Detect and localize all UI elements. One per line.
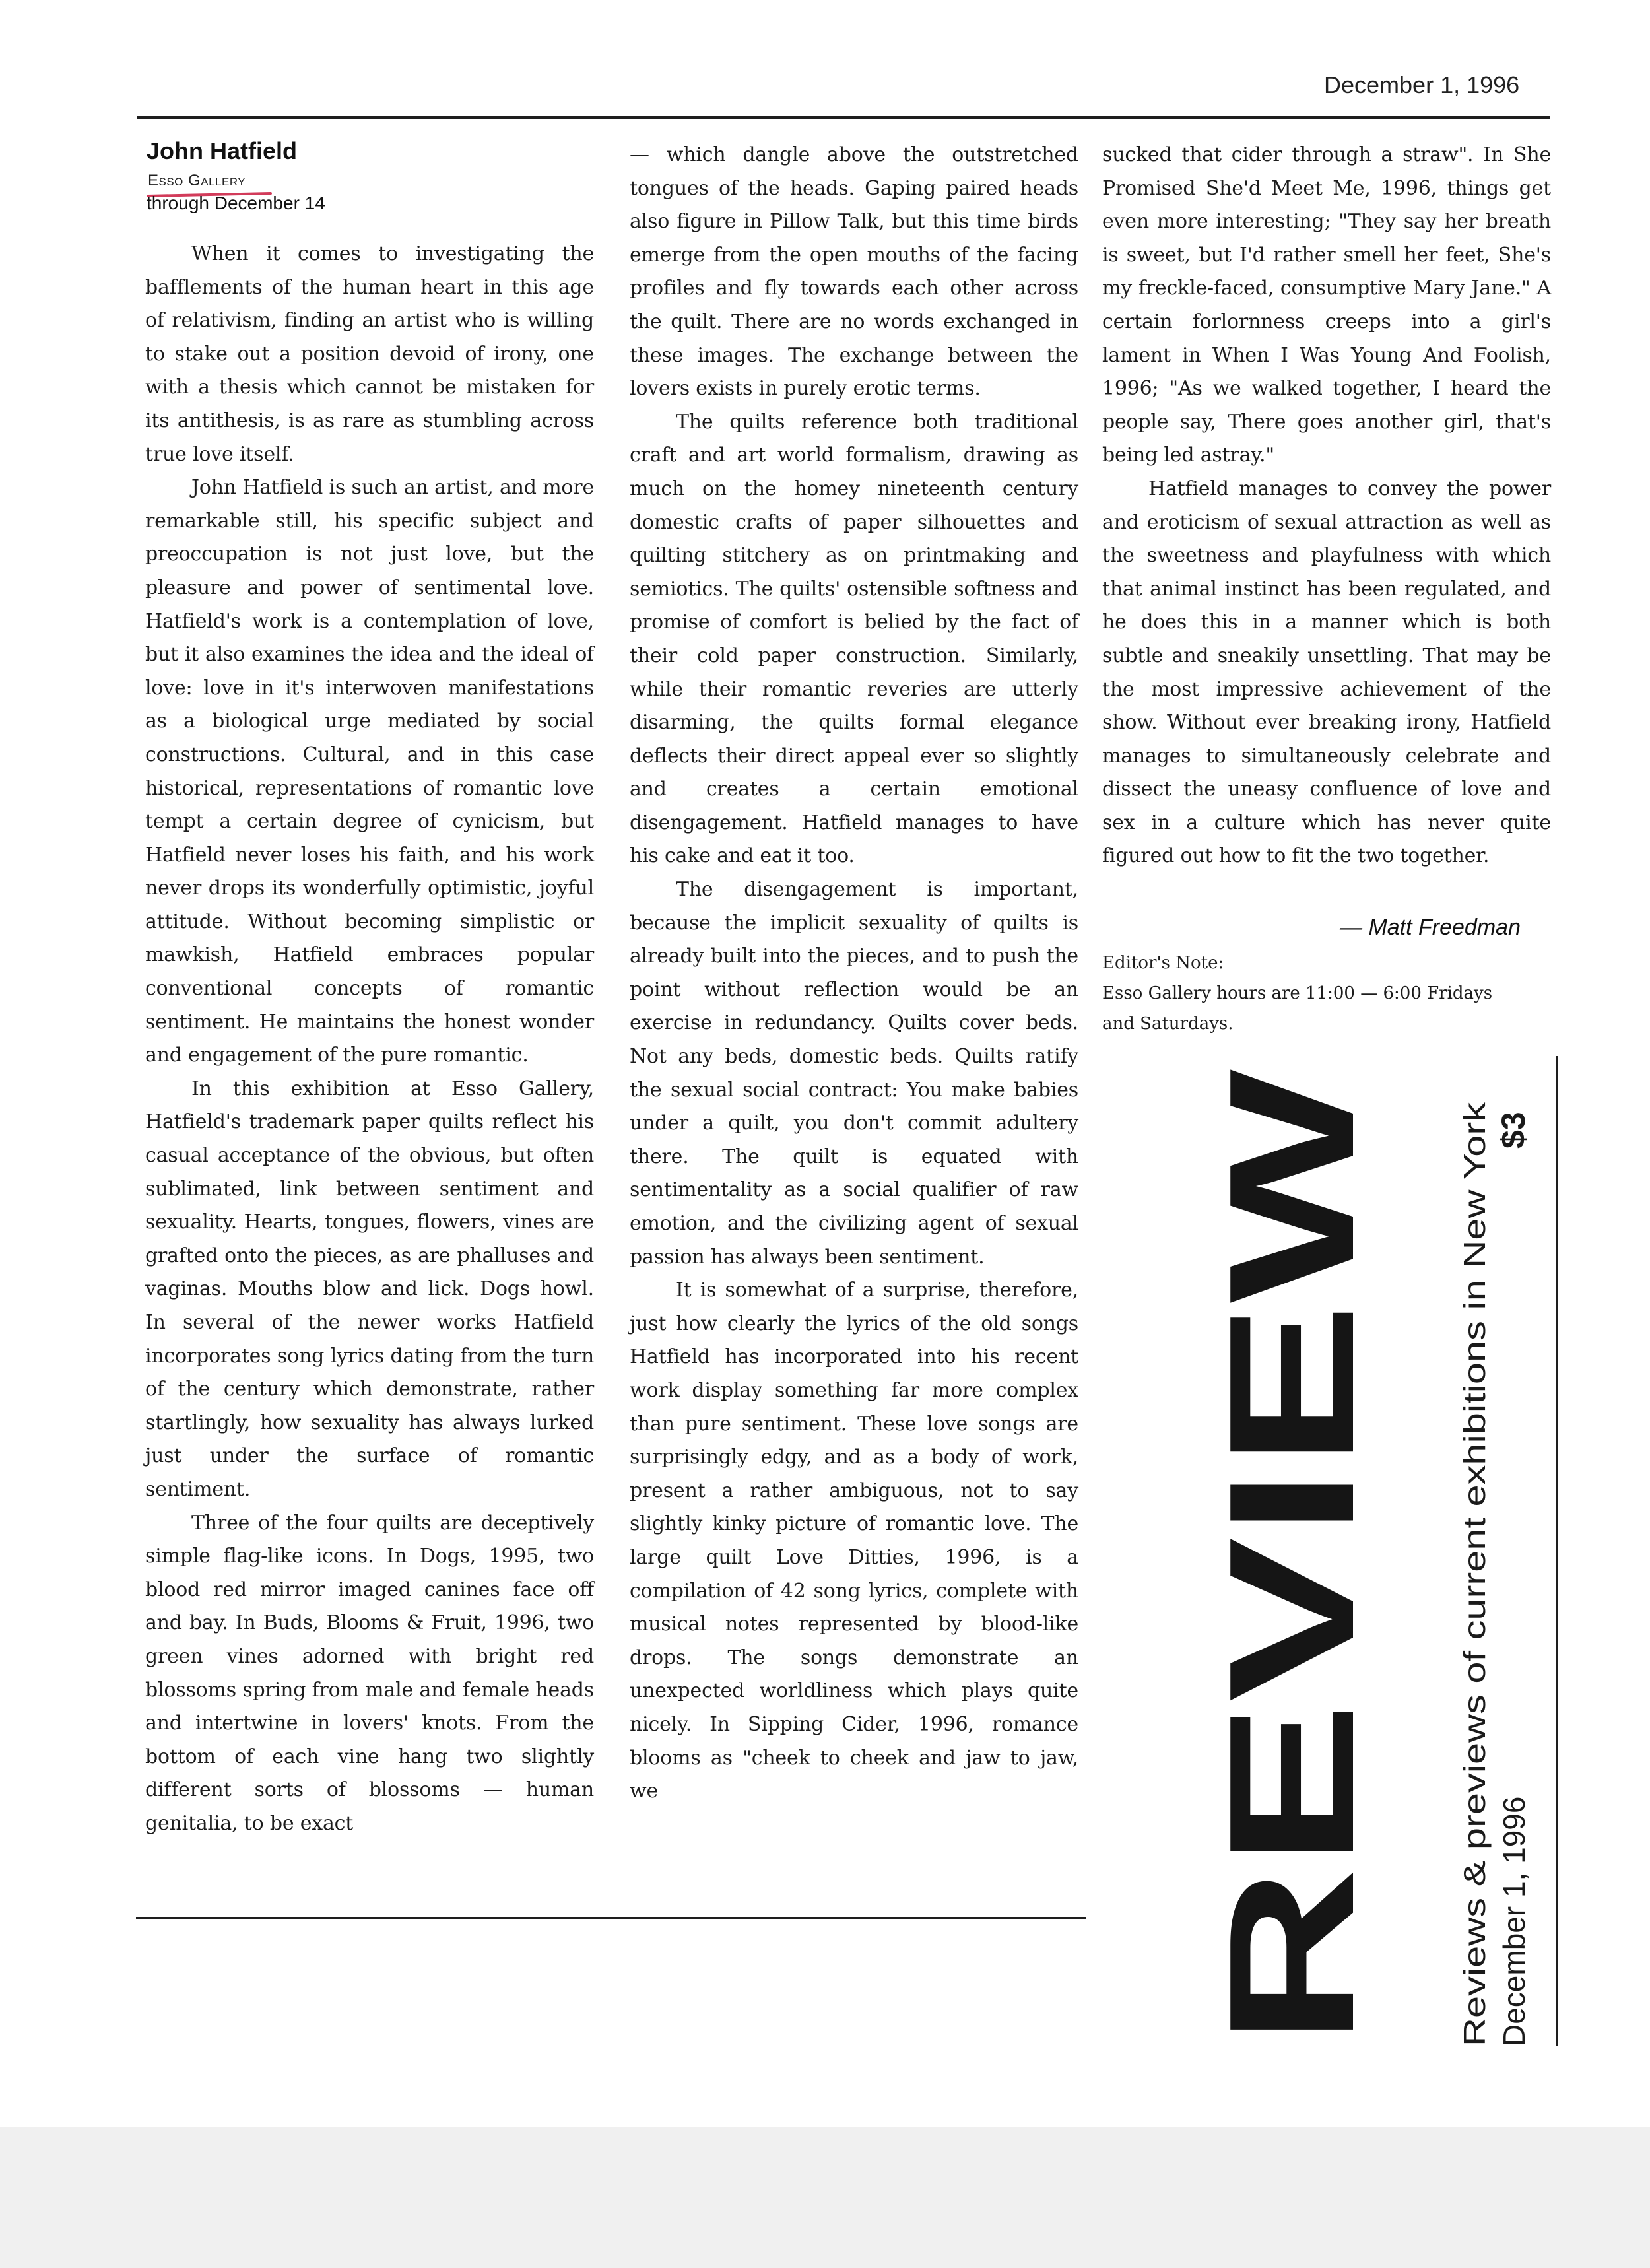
article-column-3: [1102, 139, 1551, 873]
editors-note: [1102, 948, 1564, 1039]
article-paragraph: — which dangle above the outstretched tongues of the heads. Gaping paired heads also figure in Pillow Talk, but this time birds emerge from the open mouths of the facing profiles and fly towards each other across the quilt. There are no words exchanged in these images. The exchange between the lovers exists in purely erotic terms.: [630, 143, 1078, 401]
article-column-1: [145, 238, 594, 1841]
article-paragraph: Three of the four quilts are deceptively simple flag-like icons. In Dogs, 1995, two blood red mirror imaged canines face off and bay. In Buds, Blooms & Fruit, 1996, two green vines adorned with bright red blossoms spring from male and female heads and intertwine in lovers' knots. From the bottom of each vine hang two slightly different sorts of blossoms — human genitalia, to be exact: [145, 1511, 594, 1835]
top-rule: [137, 116, 1550, 119]
gallery-name: Esso Gallery: [148, 172, 246, 189]
masthead-price: $3: [1495, 1112, 1532, 1149]
article-paragraph: In this exhibition at Esso Gallery, Hatfield's trademark paper quilts reflect his casual acceptance of the obvious, but often sublimated, link between sentiment and sexuality. Hearts, tongues, flowers, vines are grafted onto the pieces, as are phalluses and vaginas. Mouths blow and lick. Dogs howl. In several of the newer works Hatfield incorporates song lyrics dating from the turn of the century which demonstrate, rather startlingly, how sexuality has always lurked just under the surface of romantic sentiment.: [145, 1077, 594, 1501]
exhibition-dates: through December 14: [147, 193, 325, 213]
article-paragraph: sucked that cider through a straw". In She Promised She'd Meet Me, 1996, things get even more interesting; "They say her breath is sweet, but I'd rather smell her feet, She's my freckle-faced, consumptive Mary Jane." A certain forlornness creeps into a girl's lament in When I Was Young And Foolish, 1996; "As we walked together, I heard the people say, There goes another girl, that's being led astray.": [1102, 143, 1551, 467]
author-byline: — Matt Freedman: [1340, 915, 1521, 940]
issue-date: December 1, 1996: [1324, 71, 1520, 98]
editors-note-line: and Saturdays.: [1102, 1014, 1234, 1034]
bottom-rule: [136, 1917, 1086, 1919]
article-paragraph: When it comes to investigating the bafflements of the human heart in this age of relativism, finding an artist who is willing to stake out a position devoid of irony, one with a thesis which cannot be mistaken for its antithesis, is as rare as stumbling across true love itself.: [145, 242, 594, 466]
masthead-date: December 1, 1996: [1497, 1796, 1531, 2046]
article-paragraph: The quilts reference both traditional craft and art world formalism, drawing as much on the homey nineteenth century domestic crafts of paper silhouettes and quilting stitchery as on printmaking and semiotics. The quilts' ostensible softness and promise of comfort is belied by the fact of their cold paper construction. Similarly, while their romantic reveries are utterly disarming, the quilts formal elegance deflects their direct appeal ever so slightly and creates a certain emotional disengagement. Hatfield manages to have his cake and eat it too.: [630, 410, 1078, 868]
article-column-2: [630, 139, 1078, 1809]
artist-heading: John Hatfield: [147, 137, 298, 164]
article-paragraph: John Hatfield is such an artist, and more remarkable still, his specific subject and preoccupation is not just love, but the pleasure and power of sentimental love. Hatfield's work is a contemplation of love, but it also examines the idea and the ideal of love: love in it's interwoven manifestations as a biological urge mediated by social constructions. Cultural, and in this case historical, representations of romantic love tempt a certain degree of cynicism, but Hatfield never loses his faith, and his work never drops its wonderfully optimistic, joyful attitude. Without becoming simplistic or mawkish, Hatfield embraces popular conventional concepts of romantic sentiment. He maintains the honest wonder and engagement of the pure romantic.: [145, 476, 594, 1067]
article-paragraph: Hatfield manages to convey the power and eroticism of sexual attraction as well as the sweetness and playfulness with which that animal instinct has been regulated, and he does this in a manner which is both subtle and sneakily unsettling. That may be the most impressive achievement of the show. Without ever breaking irony, Hatfield manages to simultaneously celebrate and dissect the uneasy confluence of love and sex in a culture which has never quite figured out how to fit the two together.: [1102, 477, 1551, 868]
editors-note-line: Esso Gallery hours are 11:00 — 6:00 Fridays: [1102, 984, 1493, 1003]
article-paragraph: The disengagement is important, because the implicit sexuality of quilts is already built into the pieces, and to push the point without reflection would be an exercise in redundancy. Quilts cover beds. Not any beds, domestic beds. Quilts ratify the sexual social contract: You make babies under a quilt, you don't commit adultery there. The quilt is equated with sentimentality as a social qualifier of raw emotion, and the civilizing agent of sexual passion has always been sentiment.: [630, 878, 1078, 1269]
masthead-title: REVIEW: [1193, 1343, 1391, 2046]
masthead-tagline: Reviews & previews of current exhibitions in New York: [1457, 1317, 1492, 2046]
scan-background-band: [0, 2127, 1650, 2268]
editors-note-heading: Editor's Note:: [1102, 953, 1224, 973]
review-masthead: [1193, 1056, 1558, 2046]
article-paragraph: It is somewhat of a surprise, therefore, just how clearly the lyrics of the old songs Hatfield has incorporated into his recent work display something far more complex than pure sentiment. These love songs are surprisingly edgy, and as a body of work, present a rather ambiguous, not to say slightly kinky picture of romantic love. The large quilt Love Ditties, 1996, is a compilation of 42 song lyrics, complete with musical notes represented by blood-like drops. The songs demonstrate an unexpected worldliness which plays quite nicely. In Sipping Cider, 1996, romance blooms as "cheek to cheek and jaw to jaw, we: [630, 1279, 1078, 1803]
